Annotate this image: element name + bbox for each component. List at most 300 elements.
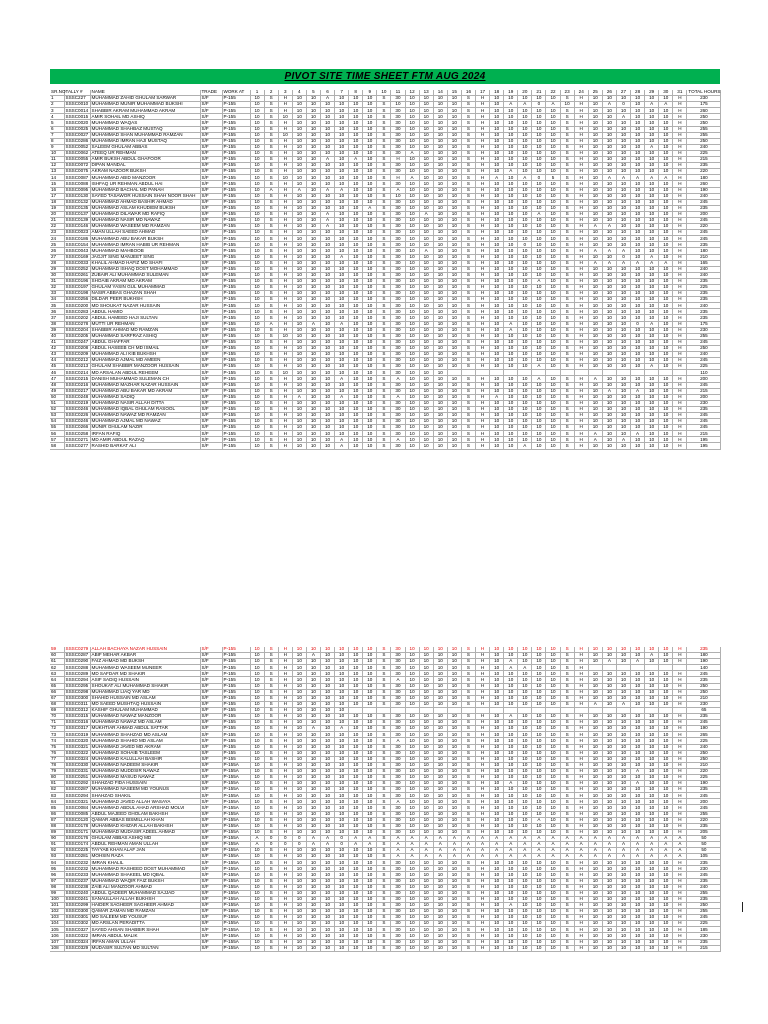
table-cell: 10 bbox=[546, 647, 560, 653]
table-cell: 10 bbox=[518, 890, 532, 896]
table-cell: 10 bbox=[250, 854, 264, 860]
table-cell: 10 bbox=[546, 677, 560, 683]
table-cell: 10 bbox=[616, 297, 630, 303]
table-cell: 10 bbox=[405, 866, 419, 872]
table-cell: 10 bbox=[490, 738, 504, 744]
table-cell: A bbox=[602, 842, 616, 848]
table-cell: 10 bbox=[292, 665, 306, 671]
table-cell: P-155A bbox=[222, 902, 250, 908]
table-cell: 10 bbox=[320, 872, 334, 878]
table-cell: 10 bbox=[532, 744, 546, 750]
table-cell: A bbox=[433, 835, 447, 841]
table-cell: 10 bbox=[518, 400, 532, 406]
table-cell: 10 bbox=[320, 811, 334, 817]
table-cell: 10 bbox=[518, 248, 532, 254]
table-cell: 30 bbox=[391, 163, 405, 169]
table-cell: 10 bbox=[631, 144, 645, 150]
table-cell: 10 bbox=[504, 884, 518, 890]
table-cell: 10 bbox=[645, 376, 659, 382]
table-cell: 10 bbox=[616, 671, 630, 677]
table-cell: S bbox=[560, 689, 574, 695]
table-cell: S/F bbox=[200, 400, 222, 406]
table-cell: P-155 bbox=[222, 437, 250, 443]
table-cell: 10 bbox=[349, 181, 363, 187]
table-cell: 10 bbox=[602, 431, 616, 437]
table-cell: 10 bbox=[292, 230, 306, 236]
table-cell: H bbox=[574, 205, 588, 211]
table-cell: 10 bbox=[349, 848, 363, 854]
table-cell: P-155 bbox=[222, 412, 250, 418]
table-cell: S/F bbox=[200, 285, 222, 291]
table-cell: H bbox=[476, 714, 490, 720]
table-cell: 10 bbox=[320, 653, 334, 659]
table-cell: 10 bbox=[631, 866, 645, 872]
table-cell: 10 bbox=[588, 677, 602, 683]
table-cell: 10 bbox=[490, 126, 504, 132]
table-cell: 10 bbox=[546, 150, 560, 156]
table-cell: SSSC0075 bbox=[65, 168, 89, 174]
table-cell: 10 bbox=[616, 866, 630, 872]
table-cell: 10 bbox=[546, 866, 560, 872]
table-cell: A bbox=[673, 835, 687, 841]
table-cell: H bbox=[476, 695, 490, 701]
table-cell: SSSC0062 bbox=[65, 150, 89, 156]
table-cell: 10 bbox=[546, 205, 560, 211]
table-cell: 10 bbox=[645, 187, 659, 193]
table-cell: S/F bbox=[200, 799, 222, 805]
table-cell: 10 bbox=[631, 169, 645, 175]
table-cell: 10 bbox=[504, 303, 518, 309]
table-cell: 49 bbox=[50, 388, 64, 394]
table-cell: SSSC0020 bbox=[65, 119, 89, 125]
table-cell: 10 bbox=[405, 157, 419, 163]
table-cell: 10 bbox=[588, 169, 602, 175]
table-cell: P-155A bbox=[222, 768, 250, 774]
table-cell: S bbox=[461, 144, 475, 150]
table-cell: 10 bbox=[405, 144, 419, 150]
table-cell: 10 bbox=[363, 217, 377, 223]
table-cell: S bbox=[377, 744, 391, 750]
table-cell: S bbox=[560, 272, 574, 278]
table-cell: 10 bbox=[306, 278, 320, 284]
table-cell: 10 bbox=[405, 878, 419, 884]
table-cell: 10 bbox=[250, 927, 264, 933]
table-cell: 10 bbox=[306, 921, 320, 927]
table-cell: S bbox=[264, 108, 278, 114]
table-cell: 245 bbox=[687, 236, 721, 242]
table-cell: 10 bbox=[645, 132, 659, 138]
table-cell: 10 bbox=[363, 726, 377, 732]
table-cell: 10 bbox=[659, 297, 673, 303]
table-cell: S/F bbox=[200, 848, 222, 854]
table-cell: 10 bbox=[504, 333, 518, 339]
table-cell: 10 bbox=[546, 388, 560, 394]
table-cell: 10 bbox=[645, 181, 659, 187]
table-cell: 88 bbox=[50, 823, 64, 829]
table-cell: 10 bbox=[490, 890, 504, 896]
table-cell: S bbox=[264, 921, 278, 927]
table-cell: 10 bbox=[631, 400, 645, 406]
table-cell: 10 bbox=[447, 945, 461, 951]
column-header: TRADE bbox=[200, 90, 222, 96]
table-cell: S bbox=[377, 823, 391, 829]
table-cell: 10 bbox=[320, 939, 334, 945]
table-cell: 10 bbox=[616, 352, 630, 358]
table-cell: 10 bbox=[616, 756, 630, 762]
table-cell: 10 bbox=[292, 236, 306, 242]
table-cell: H bbox=[673, 872, 687, 878]
table-cell: H bbox=[574, 260, 588, 266]
table-cell: 10 bbox=[616, 443, 630, 449]
table-cell: P-155A bbox=[222, 835, 250, 841]
table-cell: A bbox=[504, 835, 518, 841]
table-cell: P-155 bbox=[222, 659, 250, 665]
table-cell: 10 bbox=[447, 187, 461, 193]
table-cell: 10 bbox=[588, 236, 602, 242]
table-cell: H bbox=[278, 406, 292, 412]
table-cell: 10 bbox=[419, 333, 433, 339]
table-cell: 10 bbox=[602, 695, 616, 701]
table-cell: P-155 bbox=[222, 248, 250, 254]
table-cell: SSSC0226 bbox=[65, 412, 89, 418]
table-cell: S bbox=[560, 437, 574, 443]
table-cell: A bbox=[546, 842, 560, 848]
table-cell: 10 bbox=[631, 689, 645, 695]
table-cell: 10 bbox=[306, 860, 320, 866]
table-cell: 10 bbox=[616, 193, 630, 199]
table-cell: S bbox=[377, 345, 391, 351]
table-cell: S bbox=[461, 829, 475, 835]
table-cell: S bbox=[560, 303, 574, 309]
table-cell: 10 bbox=[631, 945, 645, 951]
table-cell: S bbox=[264, 419, 278, 425]
table-cell: 10 bbox=[405, 217, 419, 223]
table-cell: H bbox=[278, 187, 292, 193]
table-cell: 10 bbox=[405, 278, 419, 284]
table-cell: 10 bbox=[292, 799, 306, 805]
table-cell: 10 bbox=[419, 370, 433, 376]
table-cell: P-155 bbox=[222, 352, 250, 358]
table-cell: H bbox=[278, 230, 292, 236]
table-cell: 140 bbox=[687, 665, 721, 671]
table-cell: 10 bbox=[405, 394, 419, 400]
table-cell: 86 bbox=[50, 811, 64, 817]
table-cell: 10 bbox=[588, 720, 602, 726]
table-cell: 220 bbox=[687, 817, 721, 823]
table-cell: S bbox=[264, 358, 278, 364]
table-cell: 10 bbox=[320, 860, 334, 866]
table-cell: 10 bbox=[631, 890, 645, 896]
table-cell: SAYED AHSAN SHABBIR SHAH bbox=[90, 927, 200, 933]
table-cell: 10 bbox=[504, 720, 518, 726]
table-cell: 225 bbox=[687, 364, 721, 370]
table-cell: 10 bbox=[588, 872, 602, 878]
table-cell: 10 bbox=[490, 817, 504, 823]
table-cell: 10 bbox=[320, 352, 334, 358]
table-cell: 10 bbox=[320, 175, 334, 181]
table-cell: MUHAMMAD ASLAM KHUDIEM BUKSH bbox=[90, 205, 200, 211]
table-cell: 10 bbox=[320, 683, 334, 689]
table-cell: 10 bbox=[433, 370, 447, 376]
table-cell: H bbox=[476, 768, 490, 774]
table-cell: 10 bbox=[616, 376, 630, 382]
table-cell: S bbox=[560, 358, 574, 364]
table-cell: S bbox=[264, 345, 278, 351]
table-cell: 10 bbox=[518, 756, 532, 762]
table-cell: 10 bbox=[419, 181, 433, 187]
table-cell: S bbox=[377, 211, 391, 217]
table-cell: 10 bbox=[335, 701, 349, 707]
table-cell: S/F bbox=[200, 126, 222, 132]
table-cell: 10 bbox=[433, 653, 447, 659]
table-cell: 10 bbox=[306, 388, 320, 394]
table-cell: P-155 bbox=[222, 744, 250, 750]
table-cell: P-155 bbox=[222, 750, 250, 756]
table-cell: 10 bbox=[419, 412, 433, 418]
table-cell: 10 bbox=[292, 854, 306, 860]
table-cell: 10 bbox=[659, 671, 673, 677]
table-cell: 10 bbox=[518, 927, 532, 933]
table-cell: 10 bbox=[602, 345, 616, 351]
table-cell: H bbox=[278, 138, 292, 144]
table-cell: 10 bbox=[504, 799, 518, 805]
table-cell: H bbox=[476, 689, 490, 695]
table-cell: 10 bbox=[546, 297, 560, 303]
table-cell: 10 bbox=[292, 114, 306, 120]
table-cell: 235 bbox=[687, 714, 721, 720]
table-cell: 255 bbox=[687, 909, 721, 915]
table-cell: 10 bbox=[250, 647, 264, 653]
column-header: 28 bbox=[631, 90, 645, 96]
table-cell: P-155A bbox=[222, 848, 250, 854]
table-cell: 10 bbox=[433, 896, 447, 902]
table-cell: 10 bbox=[616, 419, 630, 425]
table-cell: H bbox=[574, 144, 588, 150]
table-cell: 10 bbox=[631, 756, 645, 762]
table-cell: 10 bbox=[320, 120, 334, 126]
table-cell: 10 bbox=[306, 248, 320, 254]
table-cell: 10 bbox=[532, 799, 546, 805]
table-cell: 10 bbox=[518, 285, 532, 291]
table-cell: 10 bbox=[616, 278, 630, 284]
table-cell: 10 bbox=[433, 860, 447, 866]
table-cell: 10 bbox=[645, 412, 659, 418]
table-cell: 3 bbox=[50, 108, 64, 114]
table-cell: 10 bbox=[419, 787, 433, 793]
table-cell: 30 bbox=[391, 811, 405, 817]
table-cell: 10 bbox=[405, 768, 419, 774]
table-cell: 10 bbox=[363, 400, 377, 406]
table-cell: 10 bbox=[320, 236, 334, 242]
table-cell: 10 bbox=[504, 768, 518, 774]
table-cell: 10 bbox=[349, 431, 363, 437]
table-cell: 10 bbox=[320, 309, 334, 315]
table-cell: S/F bbox=[200, 382, 222, 388]
table-cell: P-155A bbox=[222, 896, 250, 902]
table-cell: 10 bbox=[363, 126, 377, 132]
table-cell: 10 bbox=[631, 872, 645, 878]
table-cell: 10 bbox=[447, 756, 461, 762]
table-cell: H bbox=[278, 915, 292, 921]
table-cell: 10 bbox=[292, 774, 306, 780]
table-cell: S/F bbox=[200, 653, 222, 659]
table-cell: H bbox=[673, 96, 687, 102]
table-cell: 235 bbox=[687, 242, 721, 248]
table-cell: S/F bbox=[200, 720, 222, 726]
table-cell: 10 bbox=[306, 333, 320, 339]
table-cell: S bbox=[560, 242, 574, 248]
table-cell: 51 bbox=[50, 400, 64, 406]
table-cell: 10 bbox=[447, 394, 461, 400]
table-cell: 10 bbox=[659, 230, 673, 236]
table-cell: 10 bbox=[405, 187, 419, 193]
table-cell: S bbox=[377, 412, 391, 418]
table-cell: H bbox=[574, 358, 588, 364]
table-cell: 10 bbox=[631, 412, 645, 418]
table-cell: 10 bbox=[250, 394, 264, 400]
table-cell: H bbox=[673, 309, 687, 315]
table-cell: SSSC0208 bbox=[65, 345, 89, 351]
table-cell: 10 bbox=[504, 774, 518, 780]
table-cell: 30 bbox=[391, 266, 405, 272]
table-cell: H bbox=[476, 193, 490, 199]
table-cell: H bbox=[673, 175, 687, 181]
table-cell: 255 bbox=[687, 811, 721, 817]
table-cell: 10 bbox=[250, 665, 264, 671]
table-cell: 101 bbox=[50, 902, 64, 908]
table-cell: A bbox=[532, 842, 546, 848]
table-cell: H bbox=[574, 254, 588, 260]
table-cell: SSSC0014 bbox=[65, 107, 89, 113]
table-cell: 10 bbox=[588, 309, 602, 315]
table-cell: S bbox=[264, 443, 278, 449]
table-cell: 10 bbox=[363, 96, 377, 102]
table-cell: H bbox=[278, 945, 292, 951]
table-cell: 10 bbox=[405, 181, 419, 187]
table-cell: 11 bbox=[50, 157, 64, 163]
table-cell: H bbox=[476, 677, 490, 683]
table-cell: 10 bbox=[588, 659, 602, 665]
table-cell: 10 bbox=[546, 720, 560, 726]
table-cell: 10 bbox=[588, 138, 602, 144]
table-cell: H bbox=[278, 689, 292, 695]
table-cell: 10 bbox=[335, 266, 349, 272]
table-cell: 10 bbox=[645, 224, 659, 230]
table-cell: H bbox=[574, 333, 588, 339]
table-cell: 75 bbox=[50, 744, 64, 750]
table-cell: H bbox=[574, 817, 588, 823]
table-cell: 10 bbox=[306, 939, 320, 945]
table-cell: H bbox=[476, 431, 490, 437]
table-cell: S bbox=[560, 254, 574, 260]
table-cell: H bbox=[673, 181, 687, 187]
table-cell: H bbox=[574, 242, 588, 248]
table-cell: 10 bbox=[602, 114, 616, 120]
table-cell: 10 bbox=[659, 236, 673, 242]
table-cell: 10 bbox=[320, 102, 334, 108]
table-cell: S bbox=[560, 732, 574, 738]
table-cell: 10 bbox=[433, 114, 447, 120]
table-cell: 10 bbox=[320, 150, 334, 156]
table-cell: 10 bbox=[532, 805, 546, 811]
table-cell: A bbox=[602, 848, 616, 854]
table-cell: H bbox=[476, 927, 490, 933]
table-cell: 10 bbox=[532, 163, 546, 169]
table-cell: 250 bbox=[687, 120, 721, 126]
table-cell: 10 bbox=[363, 659, 377, 665]
table-cell: S bbox=[461, 419, 475, 425]
table-cell: 10 bbox=[306, 732, 320, 738]
table-cell: 10 bbox=[335, 738, 349, 744]
table-cell: H bbox=[673, 744, 687, 750]
table-cell: 10 bbox=[405, 799, 419, 805]
table-cell: P-155 bbox=[222, 339, 250, 345]
table-cell: 10 bbox=[602, 921, 616, 927]
table-cell: A bbox=[631, 260, 645, 266]
table-cell: SSSC0198 bbox=[65, 290, 89, 296]
table-cell: 10 bbox=[518, 352, 532, 358]
table-cell: S bbox=[461, 303, 475, 309]
table-cell: S bbox=[560, 376, 574, 382]
table-cell: 10 bbox=[363, 921, 377, 927]
table-cell: 10 bbox=[306, 665, 320, 671]
table-cell: S bbox=[461, 443, 475, 449]
table-cell: S/F bbox=[200, 291, 222, 297]
table-cell: 10 bbox=[320, 677, 334, 683]
table-cell: 10 bbox=[546, 382, 560, 388]
table-cell: 10 bbox=[250, 248, 264, 254]
table-cell: 10 bbox=[532, 394, 546, 400]
table-cell: 10 bbox=[645, 248, 659, 254]
table-cell: S bbox=[560, 933, 574, 939]
table-cell: H bbox=[476, 793, 490, 799]
table-cell: 235 bbox=[687, 309, 721, 315]
table-cell: 10 bbox=[250, 787, 264, 793]
table-cell: S bbox=[461, 345, 475, 351]
table-cell: 10 bbox=[419, 774, 433, 780]
table-cell: S bbox=[264, 333, 278, 339]
table-cell: S bbox=[560, 443, 574, 449]
table-cell: 10 bbox=[588, 327, 602, 333]
table-cell: 10 bbox=[363, 647, 377, 653]
table-cell: S bbox=[560, 878, 574, 884]
table-cell: S bbox=[560, 175, 574, 181]
table-cell: H bbox=[574, 126, 588, 132]
table-cell: S bbox=[377, 443, 391, 449]
table-cell: 10 bbox=[588, 823, 602, 829]
table-cell: GHULAM SHABBIR MANZOOR HUSSAIN bbox=[90, 364, 200, 370]
table-cell: 10 bbox=[433, 915, 447, 921]
table-cell: 10 bbox=[518, 358, 532, 364]
table-cell: SSSC0025 bbox=[65, 125, 89, 131]
table-cell: S bbox=[264, 437, 278, 443]
table-cell: 10 bbox=[504, 653, 518, 659]
table-cell: H bbox=[673, 376, 687, 382]
table-cell: H bbox=[476, 144, 490, 150]
table-cell: S bbox=[377, 120, 391, 126]
table-cell: P-155 bbox=[222, 291, 250, 297]
table-cell: 10 bbox=[490, 829, 504, 835]
table-cell: 10 bbox=[602, 376, 616, 382]
table-cell: 48 bbox=[50, 382, 64, 388]
table-cell: S/F bbox=[200, 364, 222, 370]
table-cell: HAIDER SAGHEER SAGHEER AHMAD bbox=[90, 902, 200, 908]
table-cell: 10 bbox=[349, 902, 363, 908]
table-cell: H bbox=[673, 108, 687, 114]
table-cell: P-155 bbox=[222, 400, 250, 406]
table-cell: 10 bbox=[490, 866, 504, 872]
table-cell: S bbox=[461, 205, 475, 211]
